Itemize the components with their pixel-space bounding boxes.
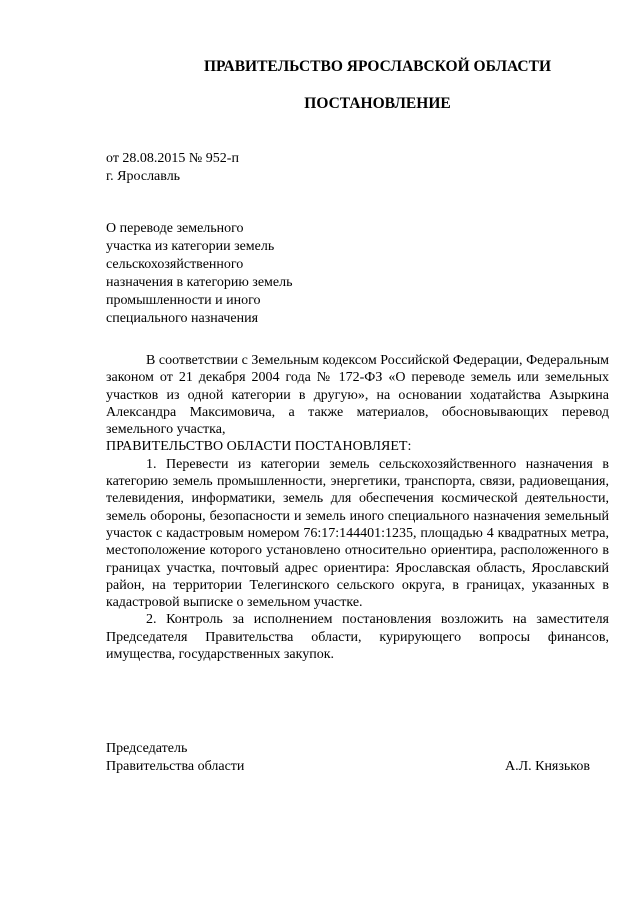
- subject-line: участка из категории земель: [106, 239, 275, 254]
- signer-title-line2: Правительства области: [106, 759, 245, 774]
- government-header: ПРАВИТЕЛЬСТВО ЯРОСЛАВСКОЙ ОБЛАСТИ: [203, 58, 552, 75]
- document-subject: [106, 220, 292, 328]
- subject-line: назначения в категорию земель: [106, 275, 293, 290]
- item-1-paragraph: 1. Перевести из категории земель сельскохозяйственного назначения в категорию земель промышленности, энергетики, транспорта, связи, радиовещания, телевидения, информатики, земель для обеспечения космической деятельности, земель обороны, безопасности и земель иного специального назначения земельный участок с кадастровым номером 76:17:144401:1235, площадью 4 квадратных метра, местоположение которого установлено относительно ориентира, расположенного в границах участка, почтовый адрес ориентира: Ярославская область, Ярославский район, на территории Телегинского сельского округа, в границах, указанных в кадастровой выписке о земельном участке.: [106, 456, 609, 611]
- subject-line: промышленности и иного: [106, 293, 261, 308]
- subject-line: сельскохозяйственного: [106, 257, 244, 272]
- decree-line: ПРАВИТЕЛЬСТВО ОБЛАСТИ ПОСТАНОВЛЯЕТ:: [106, 439, 412, 455]
- document-type-title: ПОСТАНОВЛЕНИЕ: [304, 95, 451, 112]
- signature-block: [106, 740, 590, 776]
- signature-row: [106, 758, 590, 776]
- signer-name: А.Л. Князьков: [505, 759, 590, 774]
- subject-line: специального назначения: [106, 311, 259, 326]
- signer-title-line1: Председатель: [106, 741, 188, 756]
- intro-paragraph: В соответствии с Земельным кодексом Российской Федерации, Федеральным законом от 21 декабря 2004 года № 172-ФЗ «О переводе земель или земельных участков из одной категории в другую», на основании ходатайства Азыркина Александра Максимовича, а также материалов, обосновывающих перевод земельного участка,: [106, 353, 609, 438]
- item-2-paragraph: 2. Контроль за исполнением постановления возложить на заместителя Председателя Правительства области, курирующего вопросы финансов, имущества, государственных закупок.: [106, 612, 609, 663]
- date-number: от 28.08.2015 № 952-п: [106, 151, 239, 166]
- document-meta: [106, 150, 239, 186]
- document-body: [106, 352, 609, 663]
- city: г. Ярославль: [106, 169, 181, 184]
- subject-line: О переводе земельного: [106, 221, 244, 236]
